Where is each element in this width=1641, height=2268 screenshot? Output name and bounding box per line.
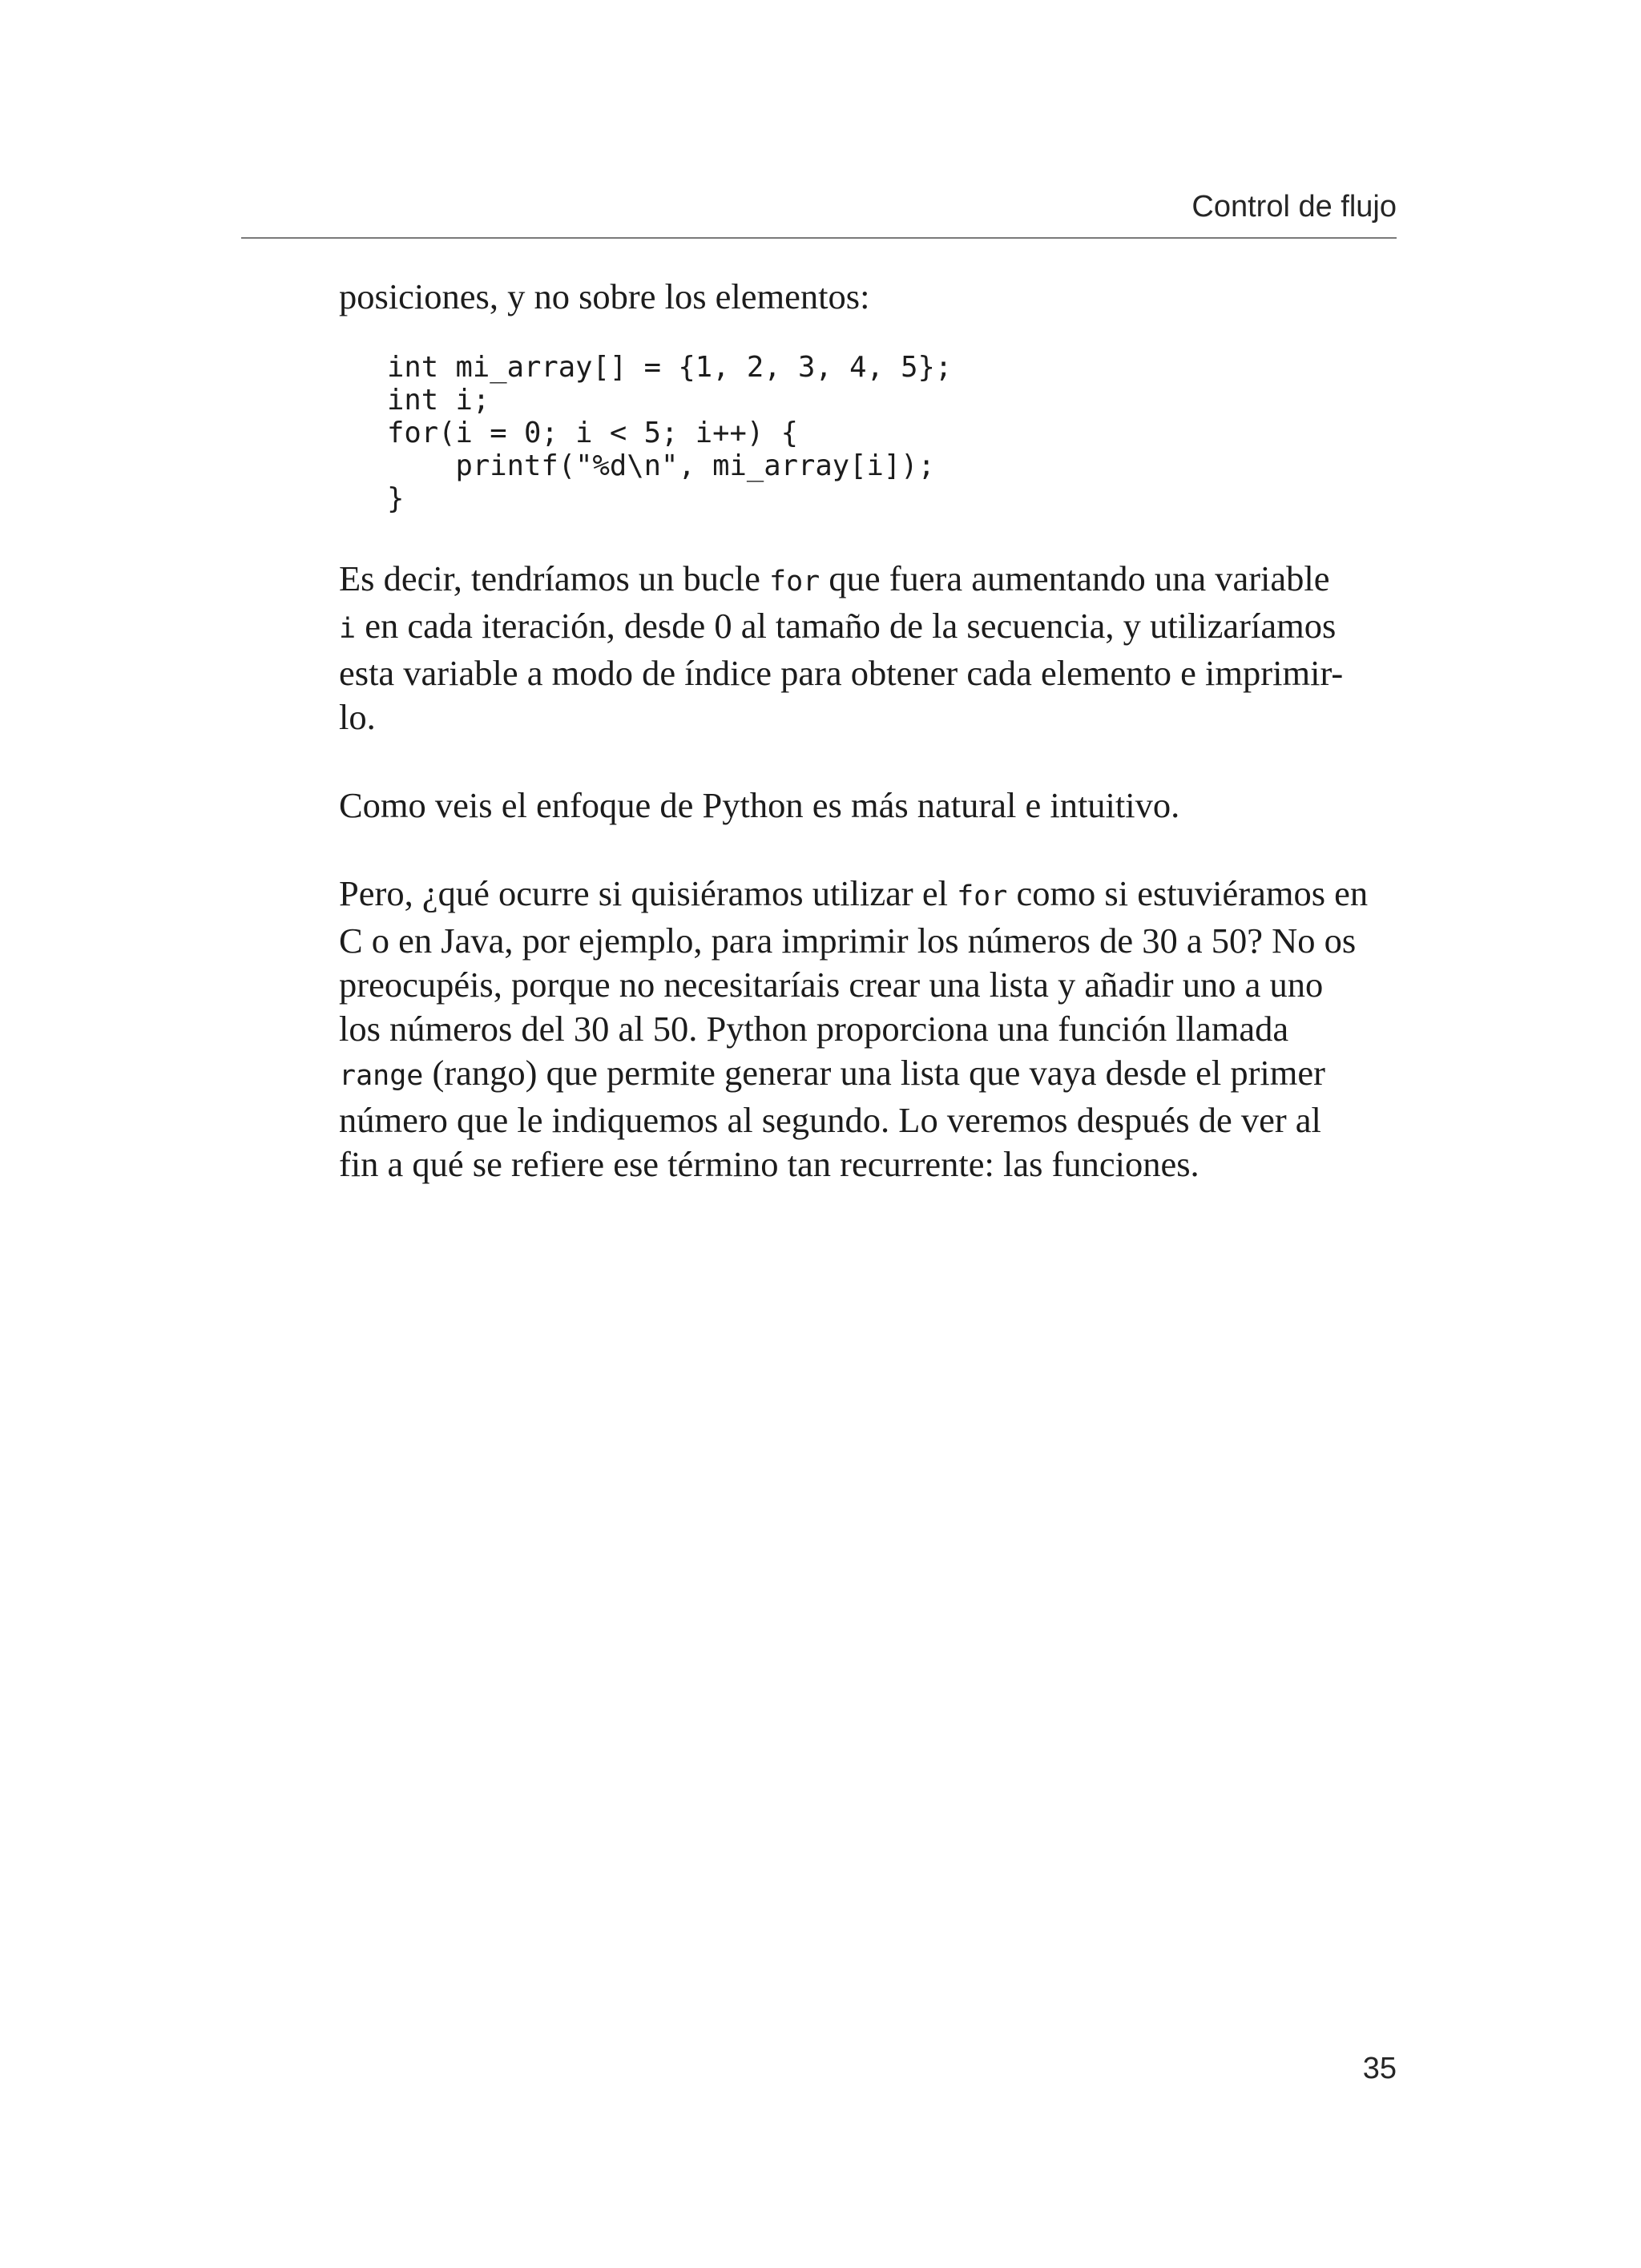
paragraph-1-text: esta variable a modo de índice para obtener cada elemento e imprimir- [339, 653, 1344, 693]
paragraph-3-text: fin a qué se refiere ese término tan recurrente: las funciones. [339, 1144, 1200, 1184]
page-body [339, 275, 1405, 1231]
intro-line: posiciones, y no sobre los elementos: [339, 276, 870, 316]
paragraph-1-text: lo. [339, 697, 376, 737]
paragraph-1-text: Es decir, tendríamos un bucle [339, 558, 769, 598]
header-rule [241, 237, 1397, 239]
code-block: int mi_array[] = {1, 2, 3, 4, 5}; int i; for(i = 0; i < 5; i++) { printf("%d\n", mi_array[i]); } [387, 351, 953, 515]
paragraph-3-text: número que le indiquemos al segundo. Lo veremos después de ver al [339, 1100, 1321, 1140]
page-number: 35 [1362, 2052, 1397, 2085]
paragraph-3-text: los números del 30 al 50. Python proporciona una función llamada [339, 1009, 1289, 1049]
inline-code-for: for [957, 880, 1008, 912]
paragraph-3-text: como si estuviéramos en [1007, 873, 1369, 913]
paragraph-3 [339, 872, 1405, 1186]
paragraph-3-text: C o en Java, por ejemplo, para imprimir los números de 30 a 50? No os [339, 920, 1357, 961]
paragraph-1-text: en cada iteración, desde 0 al tamaño de la secuencia, y utilizaríamos [356, 606, 1337, 646]
paragraph-3-text: (rango) que permite generar una lista que vaya desde el primer [423, 1053, 1325, 1093]
paragraph-3-text: preocupéis, porque no necesitaríais crear una lista y añadir uno a uno [339, 965, 1324, 1005]
paragraph-1 [339, 557, 1405, 739]
running-header: Control de flujo [1191, 190, 1397, 224]
inline-code-range: range [339, 1060, 424, 1092]
paragraph-1-text: que fuera aumentando una variable [820, 558, 1330, 598]
paragraph-2: Como veis el enfoque de Python es más natural e intuitivo. [339, 785, 1180, 825]
paragraph-3-text: Pero, ¿qué ocurre si quisiéramos utilizar el [339, 873, 958, 913]
inline-code-i: i [339, 613, 357, 645]
inline-code-for: for [769, 566, 820, 598]
